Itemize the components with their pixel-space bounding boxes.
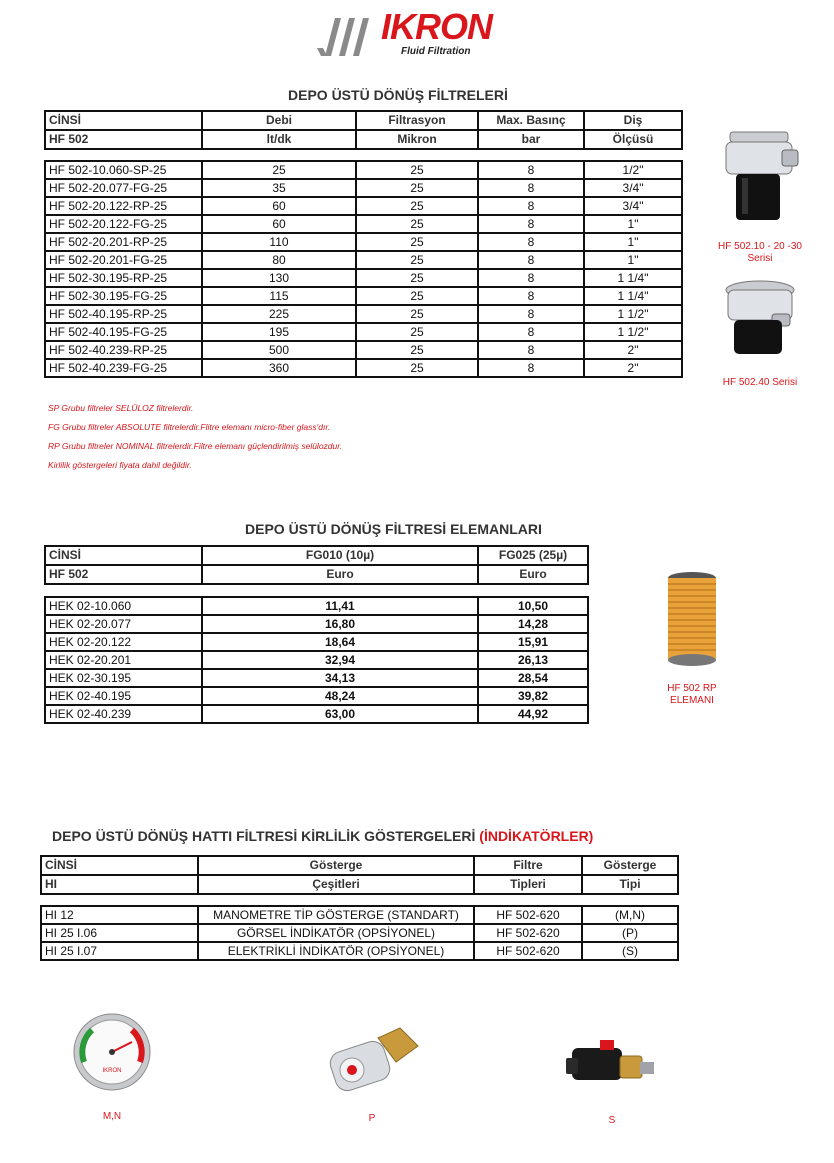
caption-line: HF 502.10 - 20 -30 <box>718 241 802 252</box>
table-cell: HI 25 I.06 <box>41 924 198 942</box>
table-cell: 225 <box>202 305 356 323</box>
table-row <box>41 942 678 960</box>
table-cell: 44,92 <box>478 705 588 723</box>
table-row <box>41 906 678 924</box>
table-cell: 25 <box>356 323 478 341</box>
table-cell: 8 <box>478 287 584 305</box>
table-cell: HF 502-620 <box>474 942 582 960</box>
table-cell: 8 <box>478 161 584 179</box>
table-cell: 39,82 <box>478 687 588 705</box>
section3-data-table <box>40 905 679 961</box>
table-cell: 8 <box>478 359 584 377</box>
electrical-indicator-icon <box>562 1030 662 1104</box>
table-row <box>45 359 682 377</box>
table-cell: 1 1/4" <box>584 287 682 305</box>
table-cell: 1 1/2" <box>584 323 682 341</box>
section2-header-table <box>44 545 589 585</box>
table-cell: 500 <box>202 341 356 359</box>
header-cell: HF 502 <box>45 130 202 149</box>
header-cell: Euro <box>478 565 588 584</box>
logo-mark-icon <box>315 8 379 58</box>
table-cell: 3/4" <box>584 197 682 215</box>
table-cell: 32,94 <box>202 651 478 669</box>
table-cell: 28,54 <box>478 669 588 687</box>
table-cell: 1/2" <box>584 161 682 179</box>
table-cell: 16,80 <box>202 615 478 633</box>
table-row <box>45 615 588 633</box>
section2-data-table <box>44 596 589 724</box>
header-cell: CİNSİ <box>45 546 202 565</box>
table-cell: HEK 02-20.201 <box>45 651 202 669</box>
table-row <box>45 251 682 269</box>
table-row <box>45 179 682 197</box>
header-cell: Mikron <box>356 130 478 149</box>
table-cell: 11,41 <box>202 597 478 615</box>
brand-tagline: Fluid Filtration <box>401 46 471 57</box>
header-cell: Tipleri <box>474 875 582 894</box>
table-cell: HF 502-20.077-FG-25 <box>45 179 202 197</box>
table-cell: 195 <box>202 323 356 341</box>
table-cell: 18,64 <box>202 633 478 651</box>
section1-data-table <box>44 160 683 378</box>
table-row <box>45 341 682 359</box>
table-row <box>45 287 682 305</box>
table-row <box>45 633 588 651</box>
table-cell: HEK 02-30.195 <box>45 669 202 687</box>
table-cell: 26,13 <box>478 651 588 669</box>
table-cell: HI 25 I.07 <box>41 942 198 960</box>
table-cell: 10,50 <box>478 597 588 615</box>
table-cell: 25 <box>202 161 356 179</box>
image-caption: P <box>368 1113 376 1124</box>
filter-housing-icon <box>712 128 808 228</box>
table-cell: HF 502-20.201-RP-25 <box>45 233 202 251</box>
header-cell: Ölçüsü <box>584 130 682 149</box>
table-cell: HEK 02-20.077 <box>45 615 202 633</box>
pressure-gauge-icon <box>62 1010 162 1100</box>
table-cell: 48,24 <box>202 687 478 705</box>
table-cell: (M,N) <box>582 906 678 924</box>
product-image-rp-element <box>652 570 732 707</box>
table-cell: 25 <box>356 215 478 233</box>
section1-title: DEPO ÜSTÜ DÖNÜŞ FİLTRELERİ <box>288 87 508 103</box>
table-cell: 80 <box>202 251 356 269</box>
table-cell: 8 <box>478 215 584 233</box>
table-cell: 35 <box>202 179 356 197</box>
caption-line: ELEMANI <box>670 695 714 706</box>
table-cell: HF 502-40.195-RP-25 <box>45 305 202 323</box>
table-cell: 8 <box>478 251 584 269</box>
table-cell: ELEKTRİKLİ İNDİKATÖR (OPSİYONEL) <box>198 942 474 960</box>
caption-line: HF 502 RP <box>667 683 717 694</box>
header-cell: Gösterge <box>582 856 678 875</box>
table-row <box>45 669 588 687</box>
header-cell: Çeşitleri <box>198 875 474 894</box>
brand-name: IKRON <box>381 6 492 47</box>
table-cell: (P) <box>582 924 678 942</box>
table-cell: HF 502-10.060-SP-25 <box>45 161 202 179</box>
section3-header-table <box>40 855 679 895</box>
table-cell: HEK 02-20.122 <box>45 633 202 651</box>
table-cell: HF 502-30.195-FG-25 <box>45 287 202 305</box>
note-fg: FG Grubu filtreler ABSOLUTE filtrelerdir.Flitre elemanı micro-fiber glass'dır. <box>48 422 331 432</box>
table-cell: HEK 02-10.060 <box>45 597 202 615</box>
table-cell: 25 <box>356 305 478 323</box>
header-cell: CİNSİ <box>41 856 198 875</box>
table-cell: 25 <box>356 341 478 359</box>
table-cell: HF 502-40.195-FG-25 <box>45 323 202 341</box>
note-indicators: Kirlilik göstergeleri fiyata dahil değildir. <box>48 460 192 470</box>
header-cell: Filtrasyon <box>356 111 478 130</box>
table-cell: 63,00 <box>202 705 478 723</box>
note-rp: RP Grubu filtreler NOMINAL filtrelerdir.Filtre elemanı güçlendirilmiş selülozdur. <box>48 441 343 451</box>
table-cell: 2" <box>584 359 682 377</box>
product-image-hf502-10-30 <box>712 128 808 265</box>
visual-indicator-icon <box>322 1020 422 1100</box>
header-cell: HF 502 <box>45 565 202 584</box>
table-row <box>45 651 588 669</box>
table-cell: 25 <box>356 161 478 179</box>
table-row <box>45 161 682 179</box>
table-cell: 2" <box>584 341 682 359</box>
section3-title <box>52 828 593 844</box>
table-cell: 130 <box>202 269 356 287</box>
header-cell: Filtre <box>474 856 582 875</box>
table-cell: HF 502-20.201-FG-25 <box>45 251 202 269</box>
header-cell: CİNSİ <box>45 111 202 130</box>
table-cell: 8 <box>478 179 584 197</box>
image-caption: M,N <box>102 1111 122 1122</box>
table-cell: 1 1/4" <box>584 269 682 287</box>
table-cell: 8 <box>478 305 584 323</box>
table-cell: 15,91 <box>478 633 588 651</box>
table-cell: 8 <box>478 323 584 341</box>
image-caption: S <box>608 1115 616 1126</box>
section1-header-table <box>44 110 683 150</box>
table-row <box>45 233 682 251</box>
table-row <box>41 924 678 942</box>
filter-housing-large-icon <box>712 278 808 360</box>
table-cell: 360 <box>202 359 356 377</box>
table-cell: 60 <box>202 197 356 215</box>
table-row <box>45 305 682 323</box>
caption-line: Serisi <box>747 253 773 264</box>
product-image-electrical-indicator <box>562 1030 662 1127</box>
table-cell: HI 12 <box>41 906 198 924</box>
header-cell: lt/dk <box>202 130 356 149</box>
table-cell: 8 <box>478 269 584 287</box>
product-image-hf502-40 <box>712 278 808 389</box>
table-cell: 25 <box>356 233 478 251</box>
header-cell: Gösterge <box>198 856 474 875</box>
header-cell: FG010 (10µ) <box>202 546 478 565</box>
table-cell: HF 502-40.239-FG-25 <box>45 359 202 377</box>
header-cell: Max. Basınç <box>478 111 584 130</box>
table-cell: 14,28 <box>478 615 588 633</box>
header-cell: Debi <box>202 111 356 130</box>
table-cell: HEK 02-40.195 <box>45 687 202 705</box>
product-image-gauge <box>62 1010 162 1123</box>
header-cell: bar <box>478 130 584 149</box>
table-cell: 25 <box>356 287 478 305</box>
table-row <box>45 687 588 705</box>
table-cell: 25 <box>356 251 478 269</box>
header-cell: HI <box>41 875 198 894</box>
caption-line: HF 502.40 Serisi <box>722 377 798 388</box>
table-cell: 1" <box>584 215 682 233</box>
section3-title-main: DEPO ÜSTÜ DÖNÜŞ HATTI FİLTRESİ KİRLİLİK GÖSTERGELERİ <box>52 828 480 844</box>
svg-text:IKRON: IKRON <box>102 1068 122 1074</box>
table-cell: 115 <box>202 287 356 305</box>
table-cell: 25 <box>356 359 478 377</box>
header-cell: FG025 (25µ) <box>478 546 588 565</box>
table-cell: 8 <box>478 341 584 359</box>
table-cell: 25 <box>356 179 478 197</box>
table-cell: HF 502-40.239-RP-25 <box>45 341 202 359</box>
table-cell: 25 <box>356 197 478 215</box>
table-row <box>45 197 682 215</box>
table-cell: HF 502-20.122-FG-25 <box>45 215 202 233</box>
table-cell: GÖRSEL İNDİKATÖR (OPSİYONEL) <box>198 924 474 942</box>
table-cell: 34,13 <box>202 669 478 687</box>
table-cell: HF 502-30.195-RP-25 <box>45 269 202 287</box>
table-cell: (S) <box>582 942 678 960</box>
table-cell: 60 <box>202 215 356 233</box>
table-cell: HEK 02-40.239 <box>45 705 202 723</box>
header-cell: Tipi <box>582 875 678 894</box>
table-cell: 25 <box>356 269 478 287</box>
table-row <box>45 705 588 723</box>
filter-element-icon <box>652 570 732 670</box>
header-cell: Diş <box>584 111 682 130</box>
table-cell: HF 502-20.122-RP-25 <box>45 197 202 215</box>
table-cell: 1 1/2" <box>584 305 682 323</box>
table-row <box>45 597 588 615</box>
table-cell: 1" <box>584 251 682 269</box>
table-cell: MANOMETRE TİP GÖSTERGE (STANDART) <box>198 906 474 924</box>
brand-logo <box>315 8 515 58</box>
product-image-visual-indicator <box>322 1020 422 1125</box>
header-cell: Euro <box>202 565 478 584</box>
section3-title-accent: (İNDİKATÖRLER) <box>479 828 594 844</box>
table-cell: 8 <box>478 233 584 251</box>
table-cell: 110 <box>202 233 356 251</box>
table-cell: 3/4" <box>584 179 682 197</box>
section2-title: DEPO ÜSTÜ DÖNÜŞ FİLTRESİ ELEMANLARI <box>245 521 542 537</box>
table-cell: HF 502-620 <box>474 924 582 942</box>
table-row <box>45 269 682 287</box>
table-cell: 8 <box>478 197 584 215</box>
table-row <box>45 215 682 233</box>
table-cell: 1" <box>584 233 682 251</box>
note-sp: SP Grubu filtreler SELÜLOZ filtrelerdir. <box>48 403 194 413</box>
table-cell: HF 502-620 <box>474 906 582 924</box>
table-row <box>45 323 682 341</box>
